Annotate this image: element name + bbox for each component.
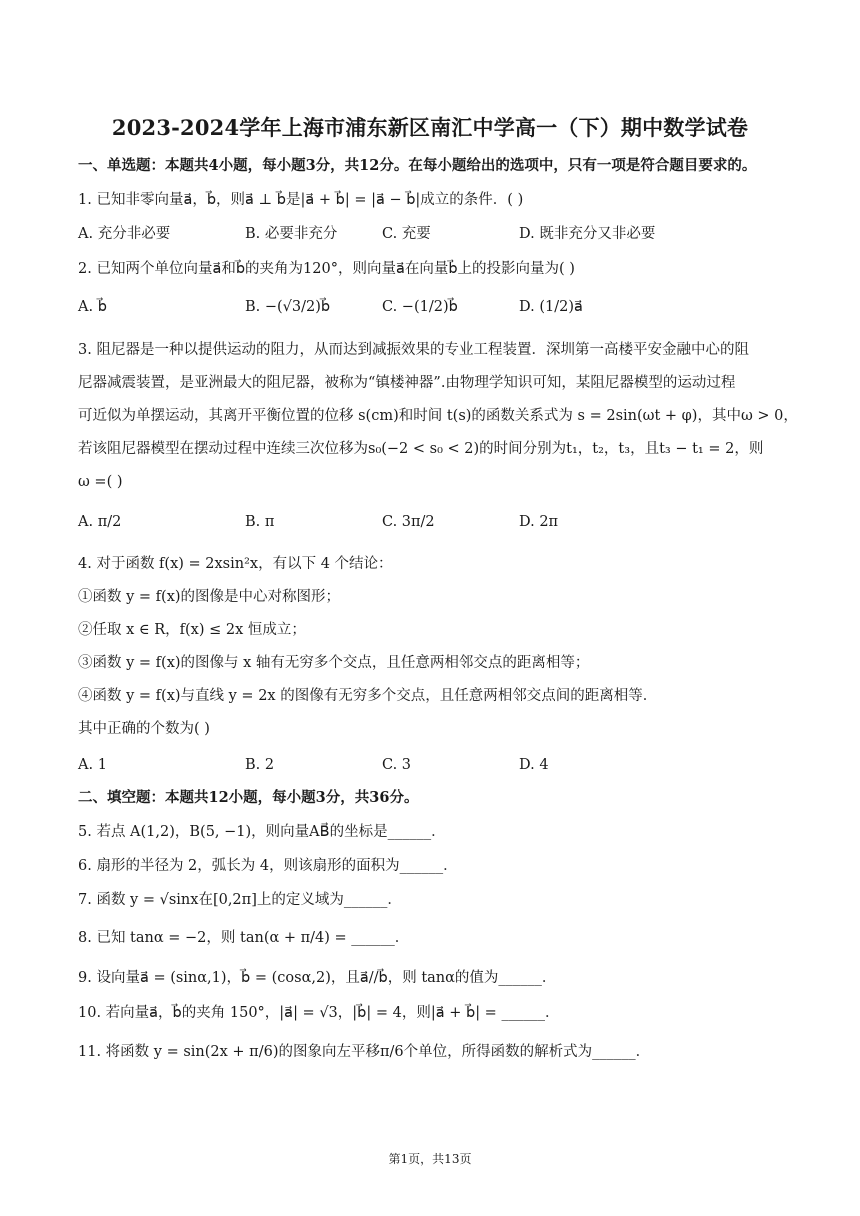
question-10: 10. 若向量a⃗，b⃗的夹角 150°，|a⃗| = √3，|b⃗| = 4，则|a⃗ + b⃗| = ______． bbox=[78, 1005, 560, 1021]
question-4-item-3: ③函数 y = f(x)的图像与 x 轴有无穷多个交点，且任意两相邻交点的距离相等； bbox=[78, 655, 590, 671]
question-9: 9. 设向量a⃗ = (sinα,1)，b⃗ = (cosα,2)，且a⃗//b⃗，则 tanα的值为______． bbox=[78, 970, 557, 986]
q2-option-c: C. −(1/2)b⃗ bbox=[382, 299, 458, 315]
question-11: 11. 将函数 y = sin(2x + π/6)的图象向左平移π/6个单位，所得函数的解析式为______． bbox=[78, 1044, 651, 1060]
question-8: 8. 已知 tanα = −2，则 tan(α + π/4) = ______． bbox=[78, 930, 410, 946]
question-3-line-3: 可近似为单摆运动，其离开平衡位置的位移 s(cm)和时间 t(s)的函数关系式为 s = 2sin(ωt + φ)，其中ω > 0， bbox=[78, 408, 798, 424]
question-5: 5. 若点 A(1,2)，B(5, −1)，则向量AB⃗的坐标是______． bbox=[78, 824, 446, 840]
q4-option-b: B. 2 bbox=[245, 757, 275, 773]
q3-option-d: D. 2π bbox=[519, 514, 559, 530]
section-2-heading: 二、填空题：本题共12小题，每小题3分，共36分。 bbox=[78, 789, 419, 806]
question-6: 6. 扇形的半径为 2，弧长为 4，则该扇形的面积为______． bbox=[78, 858, 458, 874]
q1-option-a: A. 充分非必要 bbox=[78, 226, 171, 242]
question-3-line-5: ω =( ) bbox=[78, 474, 123, 490]
q2-option-b: B. −(√3/2)b⃗ bbox=[245, 299, 331, 315]
q3-option-a: A. π/2 bbox=[78, 514, 122, 530]
q4-option-d: D. 4 bbox=[519, 757, 549, 773]
question-7: 7. 函数 y = √sinx在[0,2π]上的定义域为______． bbox=[78, 892, 402, 908]
question-4-item-2: ②任取 x ∈ R，f(x) ≤ 2x 恒成立； bbox=[78, 622, 306, 638]
q3-option-c: C. 3π/2 bbox=[382, 514, 435, 530]
question-2: 2. 已知两个单位向量a⃗和b⃗的夹角为120°，则向量a⃗在向量b⃗上的投影向量为( ) bbox=[78, 261, 575, 277]
q4-option-a: A. 1 bbox=[78, 757, 107, 773]
q3-option-b: B. π bbox=[245, 514, 275, 530]
q1-option-d: D. 既非充分又非必要 bbox=[519, 226, 656, 242]
page-footer: 第1页，共13页 bbox=[388, 1152, 472, 1166]
question-4-item-1: ①函数 y = f(x)的图像是中心对称图形； bbox=[78, 589, 341, 605]
section-1-heading: 一、单选题：本题共4小题，每小题3分，共12分。在每小题给出的选项中，只有一项是符合题目要求的。 bbox=[78, 157, 757, 174]
q1-option-b: B. 必要非充分 bbox=[245, 226, 338, 242]
question-3-line-1: 3. 阻尼器是一种以提供运动的阻力，从而达到减振效果的专业工程装置．深圳第一高楼平安金融中心的阻 bbox=[78, 342, 749, 358]
q1-option-c: C. 充要 bbox=[382, 226, 431, 242]
question-3-line-4: 若该阻尼器模型在摆动过程中连续三次位移为s₀(−2 < s₀ < 2)的时间分别为t₁，t₂，t₃，且t₃ − t₁ = 2，则 bbox=[78, 441, 764, 457]
question-4-line-1: 4. 对于函数 f(x) = 2xsin²x，有以下 4 个结论： bbox=[78, 556, 393, 572]
page-title: 2023-2024学年上海市浦东新区南汇中学高一（下）期中数学试卷 bbox=[111, 115, 749, 140]
question-1: 1. 已知非零向量a⃗，b⃗，则a⃗ ⊥ b⃗是|a⃗ + b⃗| = |a⃗ − b⃗|成立的条件．( ) bbox=[78, 192, 524, 208]
q2-option-a: A. b⃗ bbox=[78, 299, 107, 315]
question-4-prompt: 其中正确的个数为( ) bbox=[78, 721, 210, 737]
q4-option-c: C. 3 bbox=[382, 757, 412, 773]
question-3-line-2: 尼器减震装置，是亚洲最大的阻尼器，被称为“镇楼神器”.由物理学知识可知，某阻尼器模型的运动过程 bbox=[78, 375, 736, 391]
q2-option-d: D. (1/2)a⃗ bbox=[519, 299, 583, 315]
question-4-item-4: ④函数 y = f(x)与直线 y = 2x 的图像有无穷多个交点，且任意两相邻交点间的距离相等． bbox=[78, 688, 658, 704]
